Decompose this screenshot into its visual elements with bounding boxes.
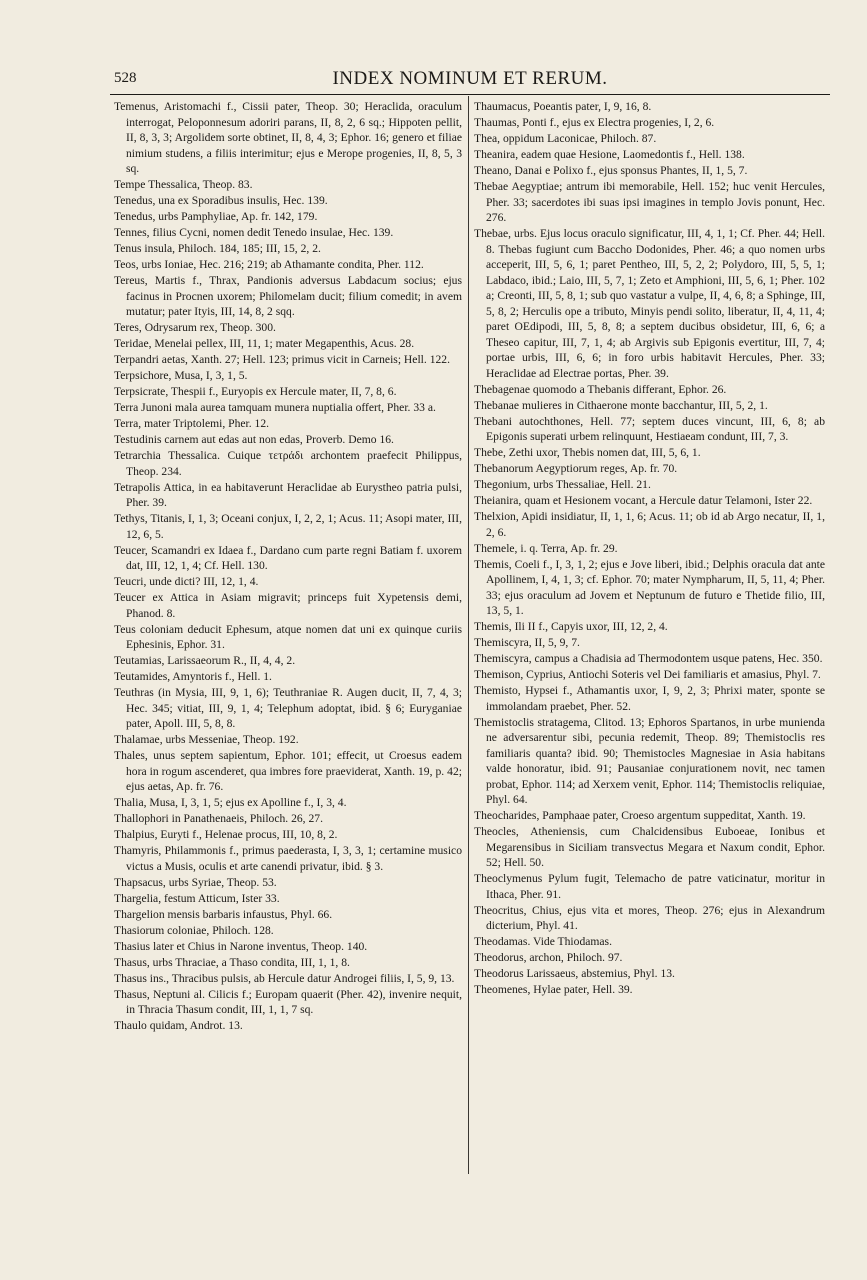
index-entry: Teos, urbs Ioniae, Hec. 216; 219; ab Athamante condita, Pher. 112. <box>114 258 424 271</box>
index-entry: Thales, unus septem sapientum, Ephor. 101; effecit, ut Croesus eadem hora in rogum ascenderet, qua imbres fore praeviderat, Xanth. 19, p. 42; ejus aetas, Ap. fr. 76. <box>114 749 462 793</box>
index-entry: Thasus ins., Thracibus pulsis, ab Hercule datur Androgei filiis, I, 5, 9, 13. <box>114 971 455 985</box>
index-entry: Terra, mater Triptolemi, Pher. 12. <box>114 417 270 430</box>
index-entry: Thalamae, urbs Messeniae, Theop. 192. <box>114 733 299 746</box>
index-entry: Terpsicrate, Thespii f., Euryopis ex Hercule mater, II, 7, 8, 6. <box>114 385 397 398</box>
index-entry: Thea, oppidum Laconicae, Philoch. 87. <box>474 132 657 145</box>
index-entry: Teucri, unde dicti? III, 12, 1, 4. <box>114 575 259 588</box>
index-entry: Themis, Coeli f., I, 3, 1, 2; ejus e Jove liberi, ibid.; Delphis oracula dat ante Apollinem, I, 4, 1, 3; cf. Ephor. 70; mater Nympharum, II, 5, 11, 4; Pher. 33; ejus oraculum ad Jovem et Neptunum de futuro e Thetide filio, III, 13, 5, 1. <box>474 557 825 617</box>
index-entry: Themison, Cyprius, Antiochi Soteris vel Dei familiaris et amasius, Phyl. 7. <box>474 668 821 681</box>
index-entry: Thamyris, Philammonis f., primus paederasta, I, 3, 3, 1; certamine musico victus a Musis, oculis et arte canendi privatur, ibid. § 3. <box>114 844 462 873</box>
left-column <box>114 99 462 1034</box>
index-entry: Themiscyra, campus a Chadisia ad Thermodontem usque patens, Hec. 350. <box>474 652 823 665</box>
index-entry: Teucer, Scamandri ex Idaea f., Dardano cum parte regni Batiam f. uxorem dat, III, 12, 1, 4; Cf. Hell. 130. <box>114 543 462 572</box>
index-entry: Theocles, Atheniensis, cum Chalcidensibus Euboeae, Ionibus et Megarensibus in Siciliam transvectus Megara et Naxum condit, Ephor. 52; Hell. 50. <box>474 825 825 869</box>
index-entry: Themele, i. q. Terra, Ap. fr. 29. <box>474 541 618 555</box>
index-entry: Teutamias, Larissaeorum R., II, 4, 4, 2. <box>114 654 296 667</box>
index-entry: Tenedus, una ex Sporadibus insulis, Hec. 139. <box>114 194 328 207</box>
index-entry: Tetrapolis Attica, in ea habitaverunt Heraclidae ab Eurystheo patria pulsi, Pher. 39. <box>114 480 462 509</box>
index-entry: Theodorus Larissaeus, abstemius, Phyl. 13. <box>474 967 675 980</box>
index-entry: Theocritus, Chius, ejus vita et mores, Theop. 276; ejus in Alexandrum dicterium, Phyl. 41. <box>474 903 825 932</box>
index-entry: Tennes, filius Cycni, nomen dedit Tenedo insulae, Hec. 139. <box>114 226 394 239</box>
index-entry: Thargelion mensis barbaris infaustus, Phyl. 66. <box>114 907 333 921</box>
index-entry: Teuthras (in Mysia, III, 9, 1, 6); Teuthraniae R. Augen ducit, II, 7, 4, 3; Hec. 345; vitiat, III, 9, 1, 4; Telephum adoptat, ibid. § 6; Euryganiae pater, Apoll. III, 5, 8, 8. <box>114 686 462 730</box>
index-entry: Tenus insula, Philoch. 184, 185; III, 15, 2, 2. <box>114 242 321 255</box>
index-entry: Thallophori in Panathenaeis, Philoch. 26, 27. <box>114 812 323 825</box>
index-entry: Terra Junoni mala aurea tamquam munera nuptialia offert, Pher. 33 a. <box>114 401 436 414</box>
index-entry: Thebani autochthones, Hell. 77; septem duces vincunt, III, 6, 8; ab Epigonis superati urbem relinquunt, Hestiaeam condunt, III, 7, 3. <box>474 414 825 443</box>
index-entry: Thebe, Zethi uxor, Thebis nomen dat, III, 5, 6, 1. <box>474 446 701 459</box>
index-entry: Tereus, Martis f., Thrax, Pandionis adversus Labdacum socius; ejus facinus in Procnen uxorem; Philomelam ducit; filium comedit; in avem mutatur; pater Ityis, III, 14, 8, 2 sqq. <box>114 274 462 318</box>
index-entry: Theanira, eadem quae Hesione, Laomedontis f., Hell. 138. <box>474 148 745 161</box>
index-entry: Tenedus, urbs Pamphyliae, Ap. fr. 142, 179. <box>114 210 318 223</box>
index-entry: Teutamides, Amyntoris f., Hell. 1. <box>114 670 272 683</box>
index-entry: Thasus, urbs Thraciae, a Thaso condita, III, 1, 1, 8. <box>114 955 350 969</box>
index-entry: Thalpius, Euryti f., Helenae procus, III, 10, 8, 2. <box>114 828 338 841</box>
index-entry: Tetrarchia Thessalica. Cuique τετράδι archontem praefecit Philippus, Theop. 234. <box>114 449 462 478</box>
index-entry: Thegonium, urbs Thessaliae, Hell. 21. <box>474 478 651 491</box>
index-entry: Tempe Thessalica, Theop. 83. <box>114 178 253 191</box>
index-entry: Temenus, Aristomachi f., Cissii pater, Theop. 30; Heraclida, oraculum interrogat, Peloponnesum adoriri parans, II, 8, 2, 6 sq.; Hippoten pellit, II, 8, 3, 3; Argolidem sorte obtinet, II, 8, 4, 3; Ephor. 16; genero et filiae nimium studens, a filiis interimitur; ejus e Merope progenies, II, 8, 5, 3 sq. <box>114 100 462 175</box>
index-entry: Theianira, quam et Hesionem vocant, a Hercule datur Telamoni, Ister 22. <box>474 494 813 507</box>
index-entry: Theodamas. Vide Thiodamas. <box>474 935 612 948</box>
index-entry: Terpandri aetas, Xanth. 27; Hell. 123; primus vicit in Carneis; Hell. 122. <box>114 353 450 366</box>
index-entry: Thasius later et Chius in Narone inventus, Theop. 140. <box>114 939 368 953</box>
index-entry: Themisto, Hypsei f., Athamantis uxor, I, 9, 2, 3; Phrixi mater, sponte se immolandam praebet, Pher. 52. <box>474 684 825 713</box>
right-column <box>474 99 825 998</box>
index-entry: Thebagenae quomodo a Thebanis differant, Ephor. 26. <box>474 382 727 396</box>
index-entry: Thelxion, Apidi insidiatur, II, 1, 1, 6; Acus. 11; ob id ab Argo necatur, II, 1, 2, 6. <box>474 510 825 539</box>
index-entry: Teucer ex Attica in Asiam migravit; princeps fuit Xypetensis demi, Phanod. 8. <box>114 591 462 620</box>
index-entry: Thasus, Neptuni al. Cilicis f.; Europam quaerit (Pher. 42), invenire nequit, in Thracia Thasum condit, III, 1, 1, 7 sq. <box>114 987 462 1016</box>
page-number: 528 <box>114 70 137 86</box>
index-entry: Themiscyra, II, 5, 9, 7. <box>474 636 580 649</box>
index-entry: Thalia, Musa, I, 3, 1, 5; ejus ex Apolline f., I, 3, 4. <box>114 796 347 809</box>
index-entry: Theano, Danai e Polixo f., ejus sponsus Phantes, II, 1, 5, 7. <box>474 164 748 177</box>
header-rule <box>110 94 830 95</box>
index-entry: Thaumacus, Poeantis pater, I, 9, 16, 8. <box>474 100 652 113</box>
index-entry: Thapsacus, urbs Syriae, Theop. 53. <box>114 875 277 889</box>
index-entry: Tethys, Titanis, I, 1, 3; Oceani conjux, I, 2, 2, 1; Acus. 11; Asopi mater, III, 12, 6, 5. <box>114 512 462 541</box>
index-entry: Teus coloniam deducit Ephesum, atque nomen dat uni ex quinque curiis Ephesinis, Ephor. 31. <box>114 622 462 651</box>
index-entry: Thaumas, Ponti f., ejus ex Electra progenies, I, 2, 6. <box>474 116 715 129</box>
index-entry: Teres, Odrysarum rex, Theop. 300. <box>114 321 276 334</box>
index-entry: Teridae, Menelai pellex, III, 11, 1; mater Megapenthis, Acus. 28. <box>114 337 415 350</box>
page-header <box>110 68 830 94</box>
index-entry: Thaulo quidam, Androt. 13. <box>114 1019 243 1032</box>
column-divider <box>468 96 469 1174</box>
index-entry: Thasiorum coloniae, Philoch. 128. <box>114 923 274 937</box>
index-entry: Thebanorum Aegyptiorum reges, Ap. fr. 70. <box>474 462 678 475</box>
index-entry: Theomenes, Hylae pater, Hell. 39. <box>474 983 633 996</box>
index-entry: Testudinis carnem aut edas aut non edas, Proverb. Demo 16. <box>114 433 394 446</box>
index-entry: Terpsichore, Musa, I, 3, 1, 5. <box>114 369 248 382</box>
index-entry: Themistoclis stratagema, Clitod. 13; Ephoros Spartanos, in urbe munienda ne adversarentur sibi, pecunia redemit, Theop. 89; Themistoclis res familiaris quanta? ibid. 90; Themistocles Magnesiae in Asia habitans valde honoratur, ibid. 91; Pausaniae conjurationem novit, nec tamen probat, Ephor. 114; ad Xerxem venit, Ephor. 114; Themistoclis reliquiae, Phyl. 64. <box>474 715 825 806</box>
running-head: INDEX NOMINUM ET RERUM. <box>332 68 608 89</box>
index-entry: Themis, Ili II f., Capyis uxor, III, 12, 2, 4. <box>474 620 668 633</box>
index-entry: Thebanae mulieres in Cithaerone monte bacchantur, III, 5, 2, 1. <box>474 398 768 412</box>
index-entry: Thebae, urbs. Ejus locus oraculo significatur, III, 4, 1, 1; Cf. Pher. 44; Hell. 8. Thebas fugiunt cum Baccho Dodonides, Pher. 46; a quo nomen urbs acceperit, III, 5, 6, 1; paret Pentheo, III, 5, 2, 2; Polydoro, III, 5, 5, 1; Labdaco, ibid.; Laio, III, 5, 7, 1; Zeto et Amphioni, III, 5, 6, 1; Pher. 102 a; Creonti, III, 5, 8, 1; sub quo vastatur a vulpe, II, 4, 6, 8; a Sphinge, III, 5, 8, 2; Herculis ope a tributo, Minyis pendi solito, liberatur, II, 4, 11, 4; paret OEdipodi, III, 5, 8, 8; a septem ducibus obsidetur, III, 6, 6; a Theseo capitur, III, 7, 1, 4; ab Argivis sub Epigonis evertitur, III, 7, 4; portae urbis, III, 6, 6; in foro urbis habitavit Hercules, Pher. 33; Heraclidae ad Electrae portas, Pher. 39. <box>474 227 825 380</box>
index-entry: Theocharides, Pamphaae pater, Croeso argentum suppeditat, Xanth. 19. <box>474 809 806 822</box>
index-entry: Theoclymenus Pylum fugit, Telemacho de patre vaticinatur, moritur in Ithaca, Pher. 91. <box>474 872 825 901</box>
index-entry: Thebae Aegyptiae; antrum ibi memorabile, Hell. 152; huc venit Hercules, Pher. 33; sacerdotes ibi suas ipsi imagines in templo Jovis ponunt, Hec. 276. <box>474 180 825 224</box>
index-entry: Theodorus, archon, Philoch. 97. <box>474 951 623 964</box>
index-entry: Thargelia, festum Atticum, Ister 33. <box>114 891 280 905</box>
